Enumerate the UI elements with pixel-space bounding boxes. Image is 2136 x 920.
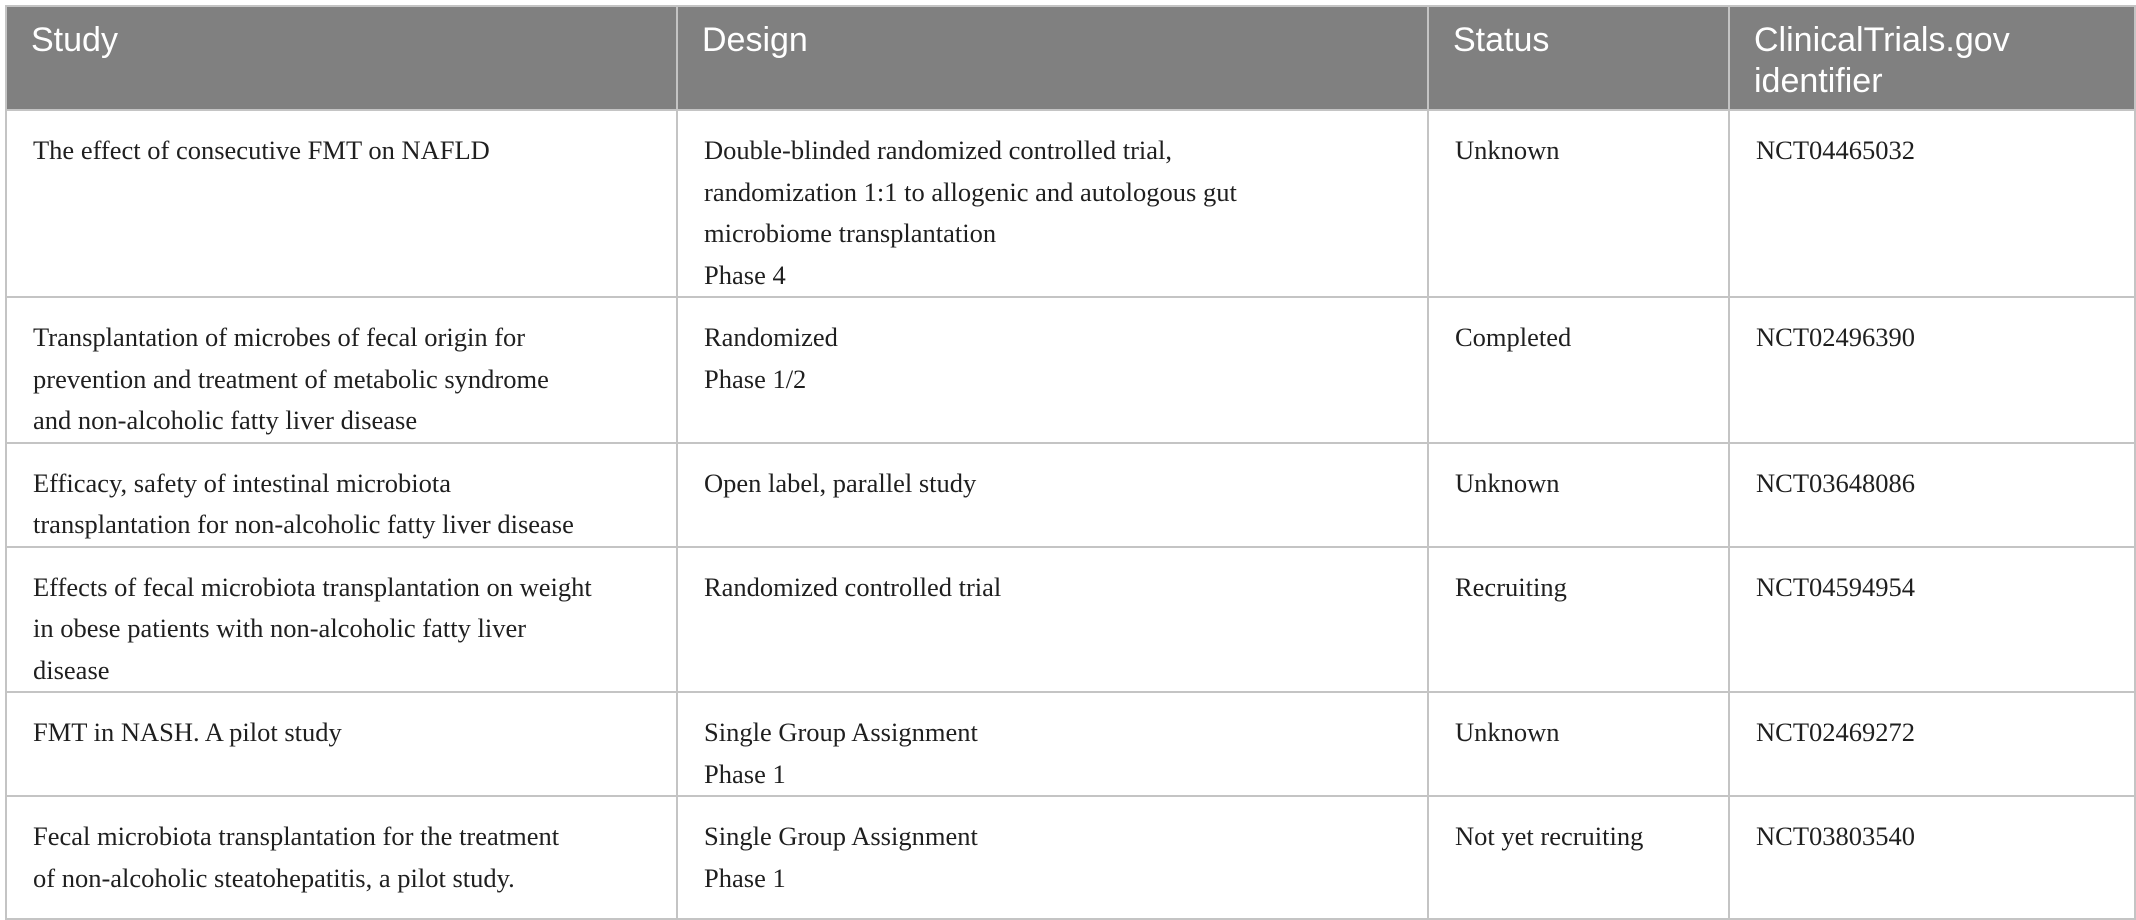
design-cell: Randomized controlled trial (677, 547, 1428, 693)
study-cell: Fecal microbiota transplantation for the treatment of non-alcoholic steatohepatitis, a pilot study. (6, 796, 677, 919)
study-cell: Effects of fecal microbiota transplantation on weight in obese patients with non-alcoholic fatty liver disease (6, 547, 677, 693)
header-status: Status (1428, 6, 1729, 110)
table-row (6, 297, 2135, 443)
header-study: Study (6, 6, 677, 110)
table-row (6, 692, 2135, 796)
design-cell: Double-blinded randomized controlled trial, randomization 1:1 to allogenic and autologous gut microbiome transplantation Phase 4 (677, 110, 1428, 297)
design-cell: Open label, parallel study (677, 443, 1428, 547)
status-cell: Unknown (1428, 692, 1729, 796)
table-row (6, 796, 2135, 919)
identifier-cell: NCT04465032 (1729, 110, 2135, 297)
status-cell: Recruiting (1428, 547, 1729, 693)
status-cell: Completed (1428, 297, 1729, 443)
identifier-cell: NCT02469272 (1729, 692, 2135, 796)
study-cell: FMT in NASH. A pilot study (6, 692, 677, 796)
identifier-cell: NCT03803540 (1729, 796, 2135, 919)
header-row (6, 6, 2135, 110)
header-identifier: ClinicalTrials.gov identifier (1729, 6, 2135, 110)
design-cell: Single Group Assignment Phase 1 (677, 796, 1428, 919)
status-cell: Unknown (1428, 110, 1729, 297)
identifier-cell: NCT03648086 (1729, 443, 2135, 547)
study-cell: The effect of consecutive FMT on NAFLD (6, 110, 677, 297)
status-cell: Not yet recruiting (1428, 796, 1729, 919)
study-cell: Transplantation of microbes of fecal origin for prevention and treatment of metabolic syndrome and non-alcoholic fatty liver disease (6, 297, 677, 443)
header-design: Design (677, 6, 1428, 110)
status-cell: Unknown (1428, 443, 1729, 547)
identifier-cell: NCT04594954 (1729, 547, 2135, 693)
design-cell: Randomized Phase 1/2 (677, 297, 1428, 443)
study-cell: Efficacy, safety of intestinal microbiota transplantation for non-alcoholic fatty liver disease (6, 443, 677, 547)
identifier-cell: NCT02496390 (1729, 297, 2135, 443)
table-row (6, 443, 2135, 547)
table-row (6, 547, 2135, 693)
table-row (6, 110, 2135, 297)
design-cell: Single Group Assignment Phase 1 (677, 692, 1428, 796)
clinical-trials-table (5, 5, 2136, 920)
